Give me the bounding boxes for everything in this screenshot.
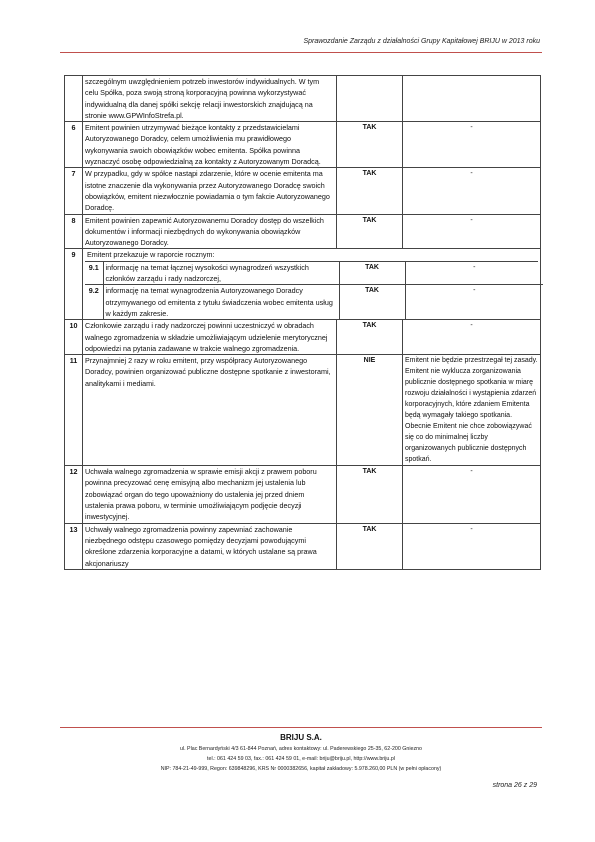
comment-cell: - [403,214,541,249]
subitem-number: 9.2 [85,285,103,319]
row-number: 10 [65,320,83,355]
company-name: BRIJU S.A. [280,733,322,742]
row-number: 8 [65,214,83,249]
comment-cell: - [405,285,543,319]
row-number: 9 [65,249,83,320]
table-row [65,466,541,523]
table-row [65,214,541,249]
table-row [65,168,541,214]
comment-cell: Emitent nie będzie przestrzegał tej zasady. Emitent nie wyklucza zorganizowania publicznie dostępnego spotkania w miarę rozwoju działalności i wystąpienia zdarzeń korporacyjnych, które zdaniem Emitenta będą wymagały takiego spotkania. Obecnie Emitent nie chce zobowiązywać się co do minimalnej liczby organizowanych publicznie dostępnych spotkań. [403,355,541,466]
answer-cell [337,76,403,122]
table-row [65,122,541,168]
comment-cell: - [405,262,543,285]
subitem-text: informację na temat łącznej wysokości wynagrodzeń wszystkich członków zarządu i rady nadzorczej, [105,262,309,284]
corporate-governance-table [64,75,541,570]
comment-cell: - [403,466,541,523]
row-number: 12 [65,466,83,523]
row-number: 6 [65,122,83,168]
row-number [65,76,83,122]
comment-cell: - [403,320,541,355]
row-text: Uchwały walnego zgromadzenia powinny zapewniać zachowanie niezbędnego odstępu czasowego pomiędzy decyzjami powodującymi określone zdarzenia korporacyjne a datami, w których ustalane są prawa akcjonariuszy [83,523,337,569]
subitem-row [85,285,543,319]
answer-cell: TAK [337,466,403,523]
comment-cell: - [403,168,541,214]
row-text: Emitent powinien utrzymywać bieżące kontakty z przedstawicielami Autoryzowanego Doradcy, celem umożliwienia mu prawidłowego wykonywania swoich obowiązków wobec emitenta. Spółka powinna wyznaczyć osobę odpowiedzialną za kontakty z Autoryzowanym Doradcą. [83,122,337,168]
answer-cell: TAK [337,523,403,569]
company-contact: tel.: 061 424 59 03, fax.: 061 424 59 01, e-mail: briju@briju.pl, http://www.briju.pl [207,756,395,762]
row-text: Członkowie zarządu i rady nadzorczej powinni uczestniczyć w obradach walnego zgromadzenia w składzie umożliwiającym udzielenie merytorycznej odpowiedzi na pytania zadawane w trakcie walnego zgromadzenia. [83,320,337,355]
subitem-number: 9.1 [85,262,103,285]
table-row [65,523,541,569]
row-text: Uchwała walnego zgromadzenia w sprawie emisji akcji z prawem poboru powinna precyzować cenę emisyjną albo mechanizm jej ustalenia lub zobowiązać organ do tego upoważniony do ustalenia jej przed dniem ustalenia prawa poboru, w terminie umożliwiającym podjęcie decyzji inwestycyjnej. [83,466,337,523]
table-row [65,76,541,122]
table-row [65,320,541,355]
comment-cell [403,76,541,122]
row-number: 11 [65,355,83,466]
row-text: W przypadku, gdy w spółce nastąpi zdarzenie, które w ocenie emitenta ma istotne znaczenie dla wykonywania przez Autoryzowanego Doradcę swoich obowiązków, emitent niezwłocznie powiadamia o tym fakcie Autoryzowanego Doradcę. [83,168,337,214]
document-header: Sprawozdanie Zarządu z działalności Grupy Kapitałowej BRIJU w 2013 roku [303,38,540,45]
answer-cell: TAK [339,285,405,319]
footer-rule [60,727,542,728]
row-text: szczególnym uwzględnieniem potrzeb inwestorów indywidualnych. W tym celu Spółka, poza swoją stroną korporacyjną powinna wykorzystywać indywidualną dla danej spółki sekcję relacji inwestorskich znajdującą na stronie www.GPWInfoStrefa.pl. [83,76,337,122]
subitem-row [85,262,543,285]
comment-cell: - [403,523,541,569]
answer-cell: TAK [339,262,405,285]
table-row [65,355,541,466]
subitem-text: informację na temat wynagrodzenia Autoryzowanego Doradcy otrzymywanego od emitenta z tytułu świadczenia wobec emitenta usług w każdym zakresie. [103,285,339,319]
answer-cell: TAK [337,122,403,168]
comment-cell: - [403,122,541,168]
row-number: 7 [65,168,83,214]
answer-cell: TAK [337,214,403,249]
answer-cell: TAK [337,168,403,214]
row-number: 13 [65,523,83,569]
row-text: Emitent przekazuje w raporcie rocznym: [85,249,538,261]
page-number: strona 26 z 29 [492,782,537,789]
answer-cell: NIE [337,355,403,466]
subitem-table [85,262,543,319]
table-row [65,249,541,320]
row-text: Przynajmniej 2 razy w roku emitent, przy współpracy Autoryzowanego Doradcy, powinien organizować publiczne dostępne spotkanie z inwestorami, analitykami i mediami. [83,355,337,466]
header-rule [60,52,542,53]
row-text: Emitent powinien zapewnić Autoryzowanemu Doradcy dostęp do wszelkich dokumentów i informacji niezbędnych do wykonywania obowiązków Autoryzowanego Doradcy. [83,214,337,249]
answer-cell: TAK [337,320,403,355]
company-registration: NIP: 784-21-49-999, Regon: 639848296, KRS Nr 0000382656, kapitał zakładowy: 5.978.260,00 PLN (w pełni opłacony) [160,766,442,772]
company-address: ul. Plac Bernardyński 4/3 61-844 Poznań, adres kontaktowy: ul. Paderewskiego 25-35, 62-200 Gniezno [179,746,423,752]
